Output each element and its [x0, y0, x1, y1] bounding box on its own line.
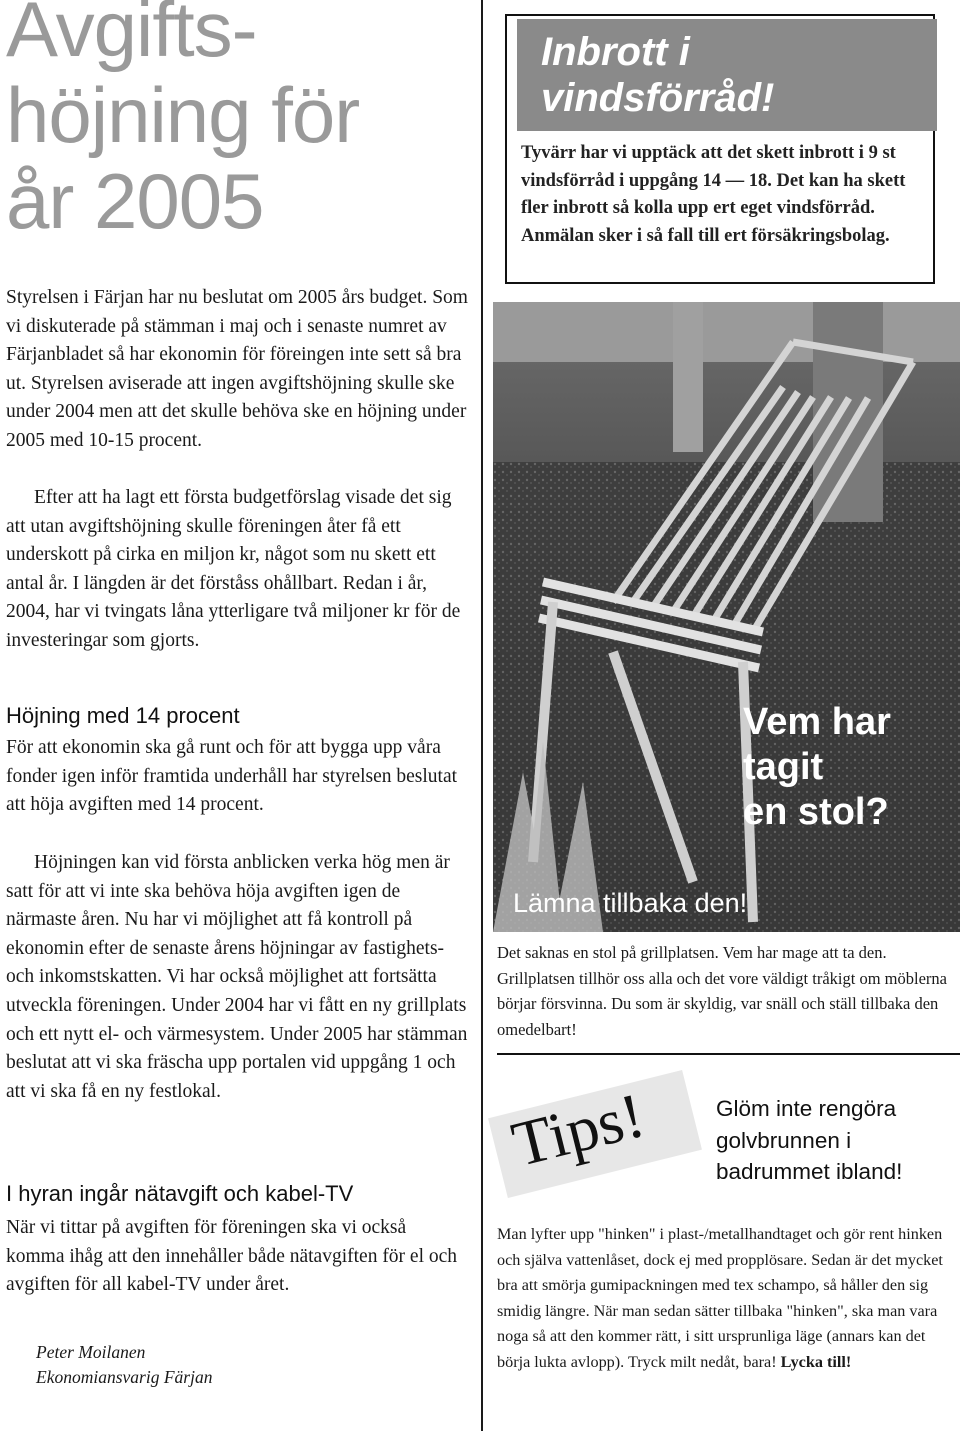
column-divider [481, 0, 483, 1431]
article-title-line-3: år 2005 [6, 157, 264, 245]
section1-paragraph-2: Höjningen kan vid första anblicken verka hög men är satt för att vi inte ska behöva höja avgiften igen de närmaste åren. Nu har vi möjlighet att få kontroll på ekonomin efter de senaste årens höjningar av fastighets- och inkomstskatten. Vi har också möjlighet att fortsätta utveckla föreningen. Under 2004 har vi fått en ny grillplats och ett nytt el- och värmesystem. Under 2005 har stämman beslutat att vi ska fräscha upp portalen vid uppgång 1 och att vi ska få en ny festlokal. [6, 852, 468, 1102]
tips-label: Tips! [505, 1078, 652, 1181]
missing-chair-text: Det saknas en stol på grillplatsen. Vem har mage att ta den. Grillplatsen tillhör oss alla och det vore väldigt tråkigt om möblerna börjar försvinna. Du som är skyldig, var snäll och ställ tillbaka den omedelbart! [497, 943, 947, 1039]
article-title-line-1: Avgifts- [6, 0, 257, 73]
signature-role: Ekonomiansvarig Färjan [36, 1367, 213, 1387]
photo-headline-line-3: en stol? [743, 791, 889, 833]
section-heading-included-fees: I hyran ingår nätavgift och kabel-TV [6, 1181, 354, 1206]
chair-photo [493, 302, 960, 932]
photo-headline-line-2: tagit [743, 746, 824, 788]
tips-text [497, 1222, 955, 1375]
section-separator [497, 1053, 960, 1055]
photo-headline-line-1: Vem har [743, 701, 891, 743]
tips-body-text: Man lyfter upp "hinken" i plast-/metallhandtaget och gör rent hinken och själva vattenlåset, dock ej med propplösare. Sedan är det mycket bra att smörja gumipackningen med tex schampo, så håller den sig smidig längre. När man sedan sätter tillbaka "hinken", ska man vara noga så att den kommer rätt, i sitt ursprunliga läge (annars kan det börja lukta avlopp). Tryck milt nedåt, bara! [497, 1225, 943, 1371]
tips-heading: Glöm inte rengöra golvbrunnen i badrummet ibland! [716, 1096, 903, 1184]
article-paragraph-1: Styrelsen i Färjan har nu beslutat om 2005 års budget. Som vi diskuterade på stämman i maj och i senaste numret av Färjanbladet så har ekonomin för föreingen inte sett så bra ut. Styrelsen aviserade att ingen avgiftshöjning skulle ske under 2004 men att det skulle behöva ske en höjning under 2005 med 10-15 procent. [6, 287, 468, 451]
alert-heading-line-1: Inbrott i [541, 30, 690, 74]
tips-closing: Lycka till! [780, 1352, 852, 1371]
section2-paragraph: När vi tittar på avgiften för föreningen ska vi också komma ihåg att den innehåller både nätavgiften för el och avgiften för all kabel-TV under året. [6, 1217, 458, 1296]
article-title-line-2: höjning för [6, 71, 360, 159]
alert-heading-line-2: vindsförråd! [541, 76, 775, 120]
article-paragraph-2: Efter att ha lagt ett första budgetförslag visade det sig att utan avgiftshöjning skulle föreningen åter få ett underskott på cirka en miljon kr, något som nu skett ett antal år. I längden är det förståss ohållbart. Redan i år, 2004, har vi tvingats låna ytterligare två miljoner kr för de investeringar som gjorts. [6, 487, 461, 651]
burglary-alert-box [505, 14, 935, 284]
section-heading-fee-increase: Höjning med 14 procent [6, 703, 240, 728]
alert-heading [517, 19, 937, 131]
article-signature [36, 1340, 212, 1390]
section1-paragraph-1: För att ekonomin ska gå runt och för att bygga upp våra fonder igen inför framtida underhåll har styrelsen beslutat att höja avgiften med 14 procent. [6, 737, 458, 816]
alert-text: Tyvärr har vi upptäck att det skett inbrott i 9 st vindsförråd i uppgång 14 — 18. Det kan ha skett fler inbrott så kolla upp ert eget vindsförråd. Anmälan sker i så fall till ert försäkringsbolag. [521, 143, 906, 246]
signature-name: Peter Moilanen [36, 1342, 146, 1362]
photo-caption: Lämna tillbaka den! [513, 888, 748, 918]
